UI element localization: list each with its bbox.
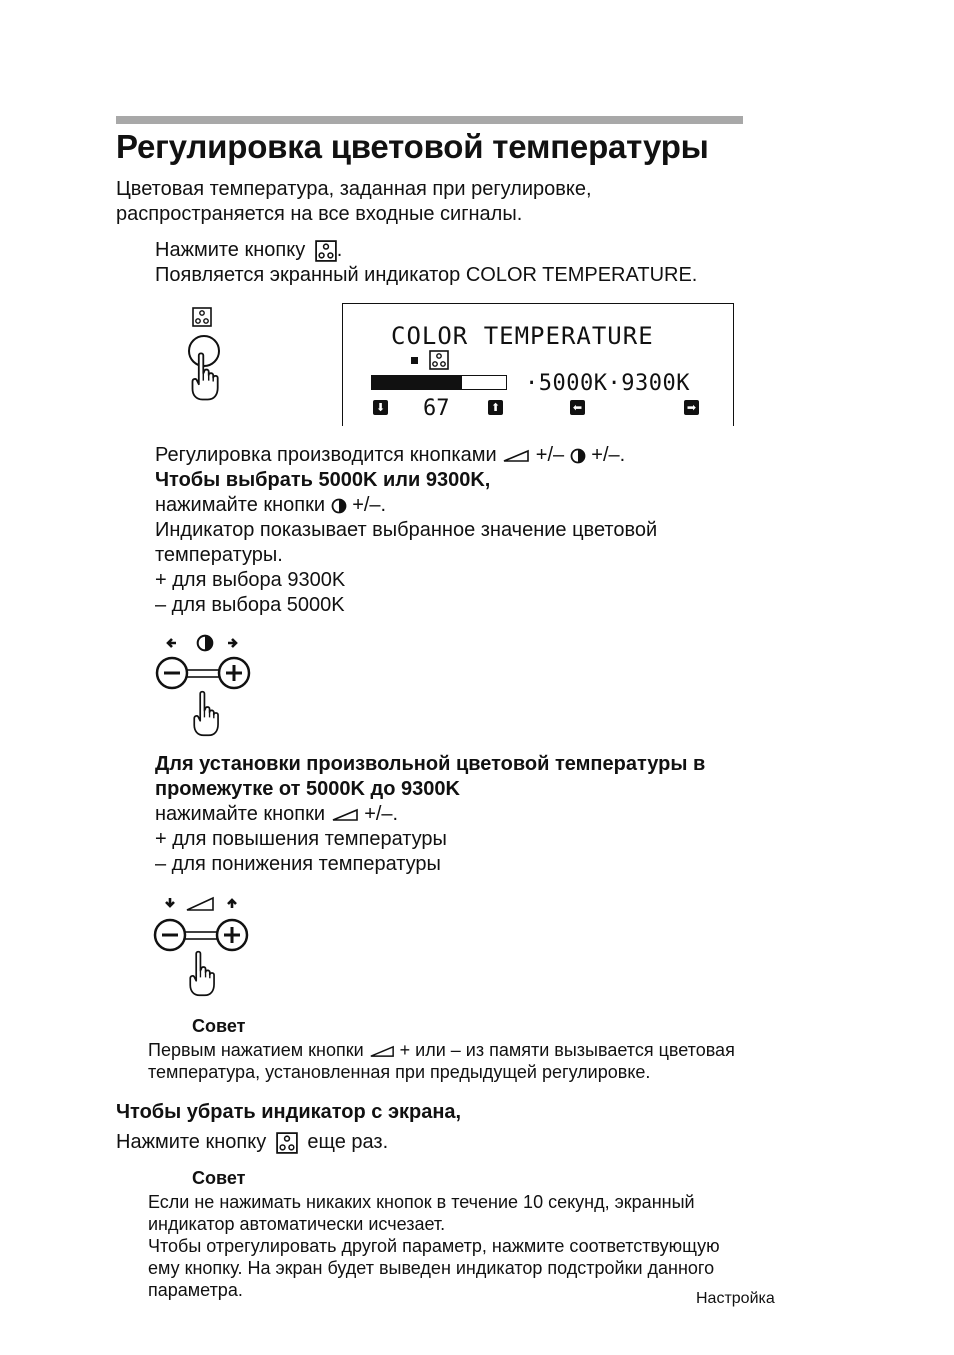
custom-press-prefix: нажимайте кнопки (155, 803, 326, 825)
adjust-prefix: Регулировка производится кнопками (155, 444, 497, 466)
tip1-line (148, 1039, 735, 1061)
page-title: Регулировка цветовой температуры (116, 128, 709, 165)
section-rule (116, 116, 743, 124)
contrast-plus-minus-icon (152, 630, 256, 740)
intro-paragraph (116, 177, 592, 227)
plus-line: + для выбора 9300K (155, 569, 346, 591)
osd-level-fill (372, 376, 462, 389)
tip2-line: Чтобы отрегулировать другой параметр, нажмите соответствующую (148, 1236, 720, 1256)
contrast-buttons-illustration (152, 630, 256, 740)
menu-button-press-icon (185, 305, 235, 405)
tip2-label: Совет (192, 1168, 246, 1188)
arrow-left-key-icon: ⬅ (570, 400, 585, 415)
arrow-up-key-icon: ⬆ (488, 400, 503, 415)
ramp-icon (369, 1045, 395, 1058)
minus-line: – для выбора 5000K (155, 594, 345, 616)
contrast-icon (570, 448, 586, 464)
select-press-line (155, 493, 657, 518)
adjust-mid: +/– (535, 444, 565, 466)
select-press-suffix: +/–. (352, 494, 387, 516)
indicator-line: температуры. (155, 544, 283, 566)
temperature-buttons-illustration (150, 892, 254, 1002)
arrow-right-key-icon: ➡ (684, 400, 699, 415)
select-heading: Чтобы выбрать 5000K или 9300K, (155, 469, 491, 491)
tip1-prefix: Первым нажатием кнопки (148, 1040, 364, 1060)
tip2-line: индикатор автоматически исчезает. (148, 1214, 446, 1234)
intro-line: распространяется на все входные сигналы. (116, 203, 523, 225)
osd-value: 67 (423, 396, 450, 421)
osd-level-bar (371, 375, 507, 390)
arrow-down-key-icon: ⬇ (373, 400, 388, 415)
step1-press-line (155, 238, 697, 263)
intro-line: Цветовая температура, заданная при регулировке, (116, 178, 592, 200)
tip2-line: Если не нажимать никаких кнопок в течение 10 секунд, экранный (148, 1192, 695, 1212)
menu-button-icon (315, 240, 337, 262)
plus-line: + для повышения температуры (155, 828, 447, 850)
osd-color-temperature (342, 303, 734, 426)
custom-press-line (155, 802, 705, 827)
menu-button-illustration (185, 305, 235, 405)
tip1-label: Совет (192, 1016, 246, 1036)
minus-line: – для понижения температуры (155, 853, 441, 875)
tip2-text (148, 1191, 720, 1301)
remove-press-prefix: Нажмите кнопку (116, 1131, 267, 1153)
indicator-line: Индикатор показывает выбранное значение цветовой (155, 519, 658, 541)
contrast-icon (331, 498, 347, 514)
step1-paragraph (155, 238, 697, 288)
tip2-line: ему кнопку. На экран будет выведен индикатор подстройки данного (148, 1258, 715, 1278)
tip1-suffix: + или – из памяти вызывается цветовая (399, 1040, 735, 1060)
footer-section-name: Настройка (696, 1290, 775, 1307)
step1-appears-line: Появляется экранный индикатор COLOR TEMPERATURE. (155, 264, 698, 286)
adjust-paragraph (155, 443, 657, 618)
tip1-text (148, 1039, 735, 1083)
ramp-icon (331, 808, 359, 822)
remove-press-line (116, 1130, 388, 1155)
step1-press-suffix: . (336, 239, 343, 261)
custom-heading: Для установки произвольной цветовой температуры в (155, 753, 706, 775)
ramp-icon (502, 449, 530, 463)
remove-press-suffix: еще раз. (307, 1131, 389, 1153)
menu-button-icon (276, 1132, 298, 1154)
osd-options: ·5000K·9300K (525, 371, 690, 396)
remove-heading: Чтобы убрать индикатор с экрана, (116, 1101, 462, 1123)
adjust-suffix: +/–. (591, 444, 626, 466)
osd-menu-selected-icon (409, 349, 453, 371)
custom-paragraph (155, 752, 705, 877)
select-press-prefix: нажимайте кнопки (155, 494, 326, 516)
tip1-line: температура, установленная при предыдущей регулировке. (148, 1062, 651, 1082)
temperature-plus-minus-icon (150, 892, 254, 1002)
custom-heading: промежутке от 5000K до 9300K (155, 778, 460, 800)
custom-press-suffix: +/–. (364, 803, 399, 825)
tip2-line: параметра. (148, 1280, 243, 1300)
adjust-line (155, 443, 657, 468)
step1-press-prefix: Нажмите кнопку (155, 239, 306, 261)
osd-title: COLOR TEMPERATURE (391, 322, 654, 350)
